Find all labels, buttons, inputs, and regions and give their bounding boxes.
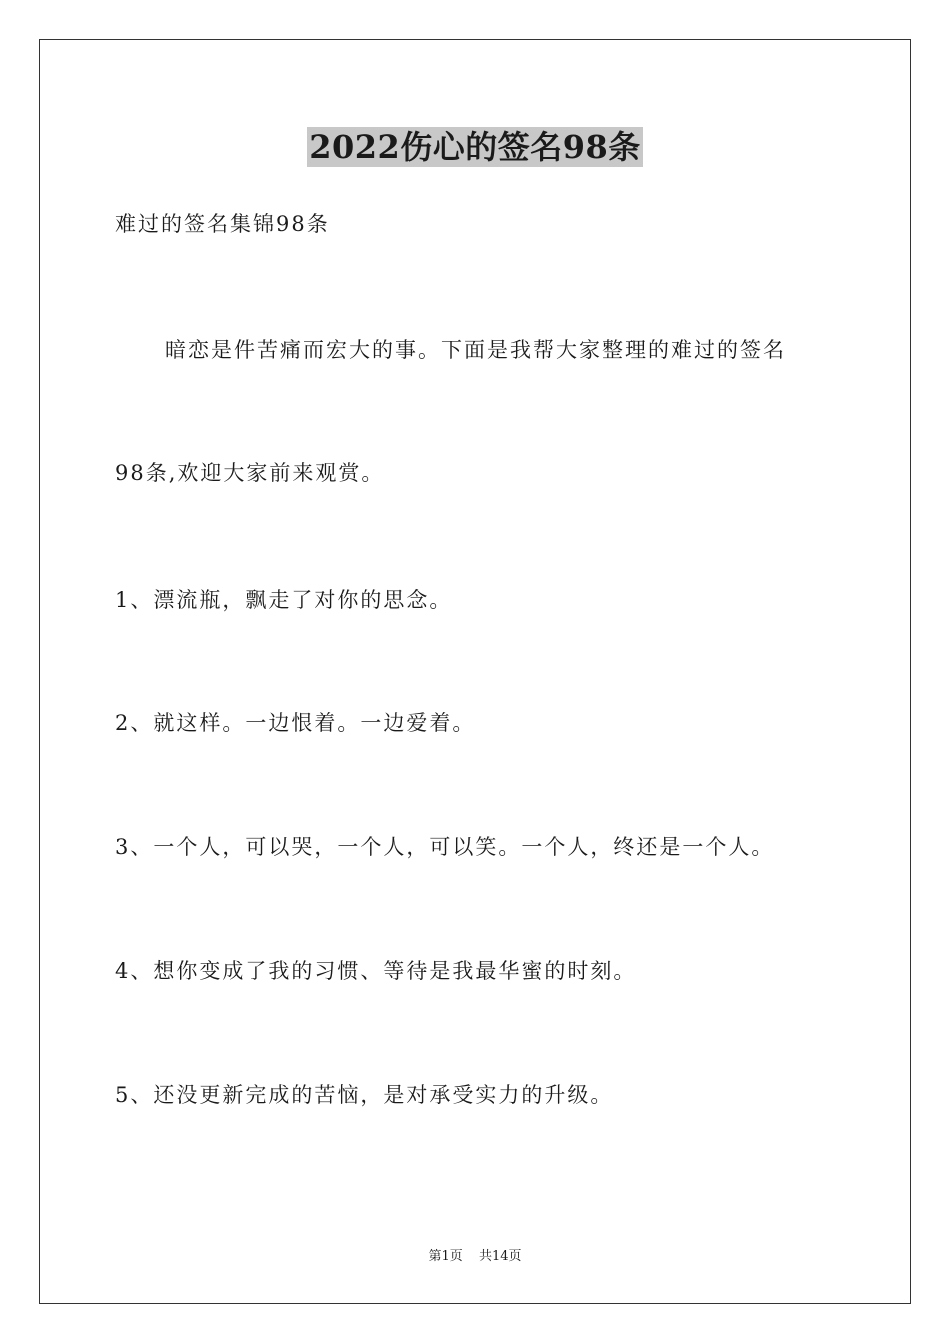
page-number-total: 共14页 [478,1249,522,1264]
page-title: 2022伤心的签名98条 [309,128,641,166]
intro-paragraph-line-1: 暗恋是件苦痛而宏大的事。下面是我帮大家整理的难过的签名 [165,338,786,362]
page-number-current: 第1页 [428,1249,463,1264]
title-container [0,127,950,167]
list-item: 3、一个人，可以哭，一个人，可以笑。一个人，终还是一个人。 [115,835,775,859]
list-item: 1、漂流瓶，飘走了对你的思念。 [115,588,453,612]
list-item: 4、想你变成了我的习惯、等待是我最华蜜的时刻。 [115,959,637,983]
page-footer [0,1248,950,1266]
list-item: 5、还没更新完成的苦恼，是对承受实力的升级。 [115,1083,614,1107]
subtitle: 难过的签名集锦98条 [115,212,330,236]
intro-paragraph-line-2: 98条,欢迎大家前来观赏。 [115,461,385,485]
list-item: 2、就这样。一边恨着。一边爱着。 [115,711,476,735]
